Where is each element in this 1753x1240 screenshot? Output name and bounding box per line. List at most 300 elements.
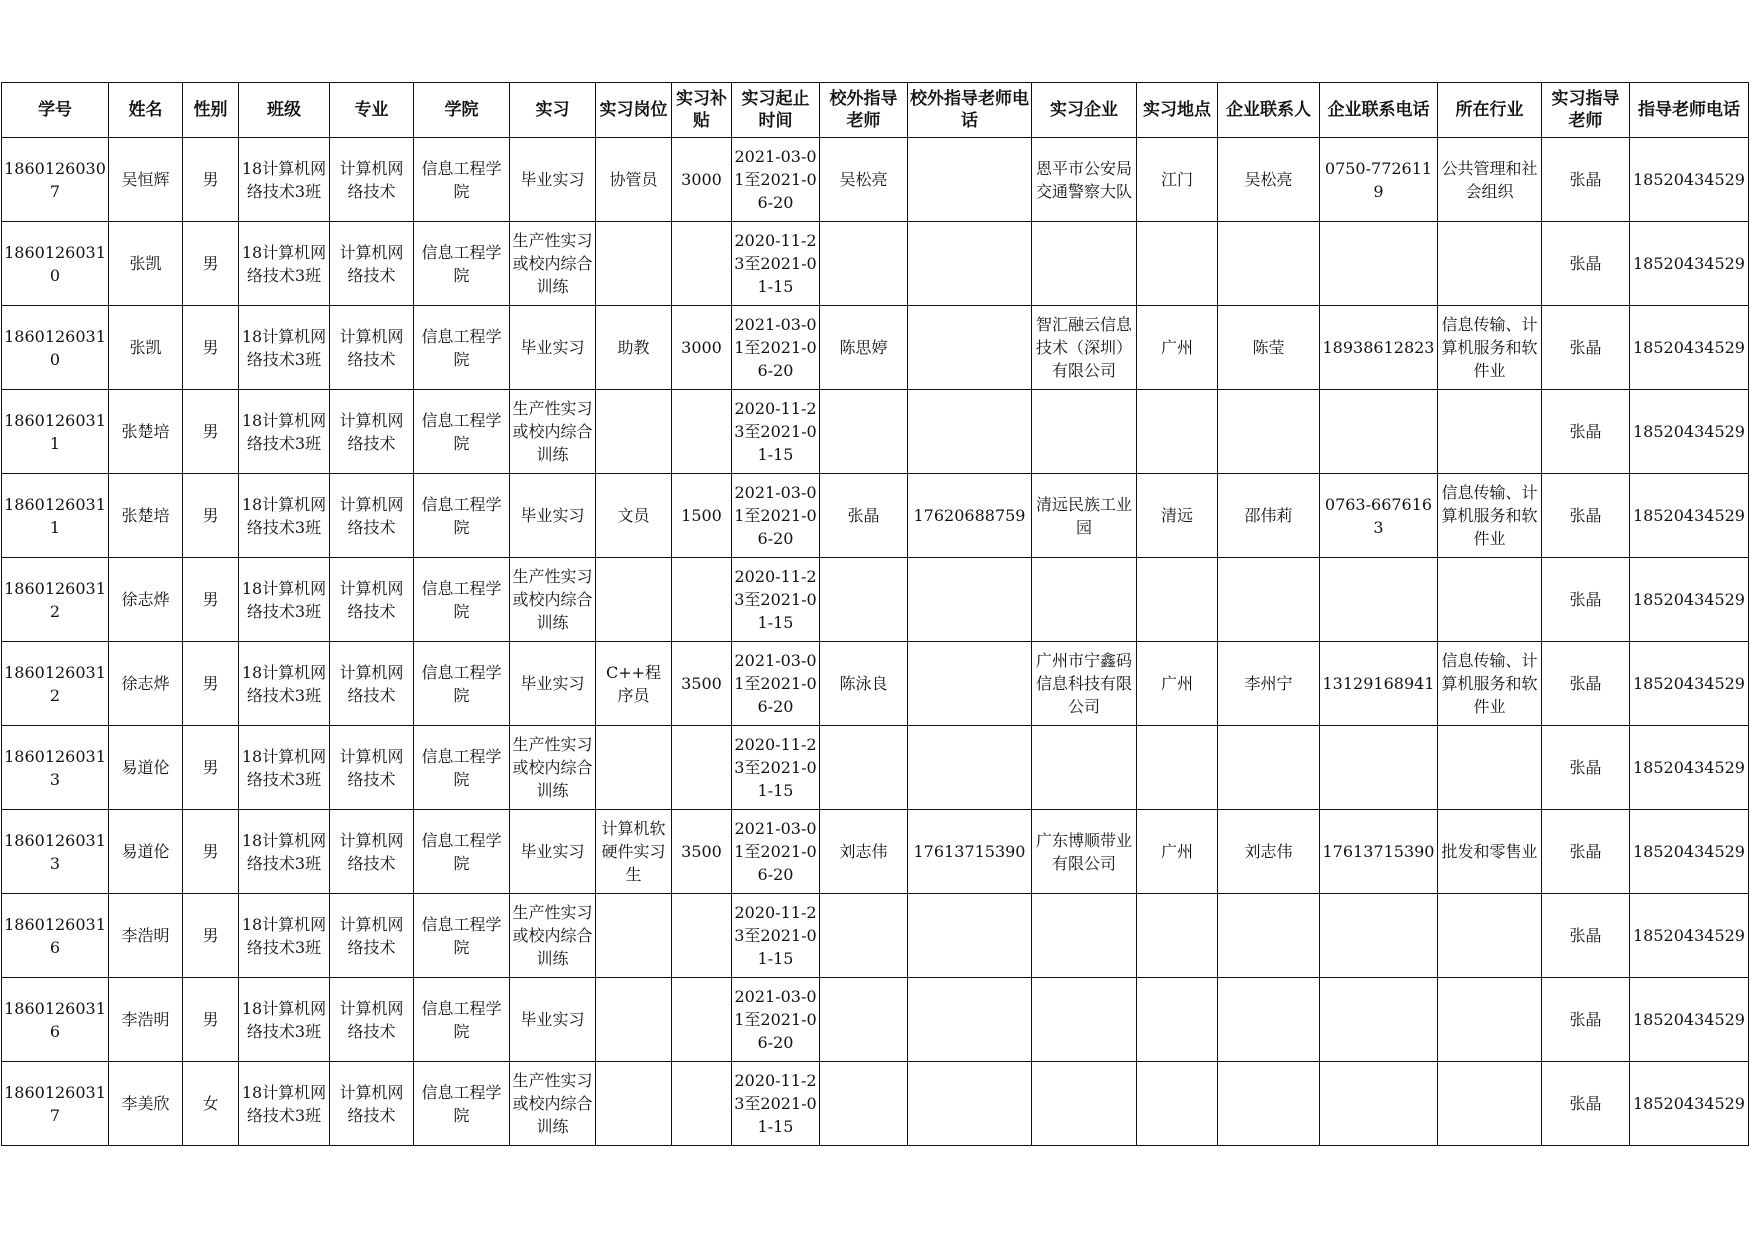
- cell-text: 男: [202, 338, 219, 357]
- cell-text: 18520434529: [1633, 506, 1745, 525]
- cell-text: 张晶: [847, 506, 880, 525]
- table-cell: [820, 558, 908, 642]
- table-cell: [109, 978, 183, 1062]
- table-row: [2, 642, 1749, 726]
- table-cell: [1630, 1062, 1749, 1146]
- table-cell: [1630, 474, 1749, 558]
- cell-text: 毕业实习: [520, 506, 585, 525]
- cell-text: 18520434529: [1633, 254, 1745, 273]
- cell-text: 3500: [681, 842, 722, 861]
- table-row: [2, 390, 1749, 474]
- table-cell: [1438, 810, 1542, 894]
- table-cell: [414, 642, 510, 726]
- cell-text: 3000: [681, 170, 722, 189]
- cell-text: 2021-03-01至2021-06-20: [734, 819, 817, 884]
- cell-text: 张凯: [129, 338, 162, 357]
- table-cell: [732, 474, 820, 558]
- table-cell: [239, 474, 330, 558]
- cell-text: 信息工程学院: [421, 914, 502, 957]
- cell-text: 18计算机网络技术3班: [241, 914, 327, 957]
- table-cell: [1542, 894, 1630, 978]
- cell-text: 张晶: [1569, 1094, 1602, 1113]
- cell-text: 18计算机网络技术3班: [241, 830, 327, 873]
- table-cell: [2, 390, 109, 474]
- cell-text: 计算机网络技术: [339, 662, 404, 705]
- cell-text: 18520434529: [1633, 674, 1745, 693]
- table-cell: [1320, 390, 1438, 474]
- table-cell: [1630, 894, 1749, 978]
- table-cell: [1542, 558, 1630, 642]
- cell-text: 2020-11-23至2021-01-15: [734, 903, 817, 968]
- table-cell: [732, 978, 820, 1062]
- cell-text: 计算机网络技术: [339, 746, 404, 789]
- table-cell: [109, 222, 183, 306]
- cell-text: 陈思婷: [839, 338, 888, 357]
- table-cell: [732, 1062, 820, 1146]
- table-cell: [2, 474, 109, 558]
- cell-text: 易道伦: [121, 842, 170, 861]
- cell-text: 0763-6676163: [1324, 494, 1433, 537]
- cell-text: 张凯: [129, 254, 162, 273]
- cell-text: 男: [202, 506, 219, 525]
- table-cell: [1032, 138, 1137, 222]
- cell-text: 张晶: [1569, 506, 1602, 525]
- table-cell: [1218, 138, 1320, 222]
- table-row: [2, 978, 1749, 1062]
- table-row: [2, 1062, 1749, 1146]
- table-cell: [510, 1062, 596, 1146]
- cell-text: 张晶: [1569, 758, 1602, 777]
- cell-text: 计算机网络技术: [339, 410, 404, 453]
- table-cell: [1320, 222, 1438, 306]
- table-cell: [596, 138, 672, 222]
- table-cell: [2, 222, 109, 306]
- table-cell: [732, 726, 820, 810]
- table-cell: [239, 222, 330, 306]
- cell-text: 18601260310: [4, 326, 106, 369]
- table-cell: [330, 222, 414, 306]
- table-cell: [414, 138, 510, 222]
- cell-text: 助教: [617, 338, 650, 357]
- cell-text: 信息工程学院: [421, 746, 502, 789]
- cell-text: 18计算机网络技术3班: [241, 158, 327, 201]
- table-cell: [330, 810, 414, 894]
- table-cell: [596, 810, 672, 894]
- table-cell: [510, 390, 596, 474]
- table-cell: [1320, 642, 1438, 726]
- cell-text: 男: [202, 842, 219, 861]
- cell-text: 18938612823: [1322, 338, 1435, 357]
- column-header: 实习指导老师: [1542, 83, 1630, 138]
- cell-text: 文员: [617, 506, 650, 525]
- cell-text: 18520434529: [1633, 338, 1745, 357]
- table-cell: [1630, 558, 1749, 642]
- table-cell: [1438, 1062, 1542, 1146]
- table-cell: [596, 306, 672, 390]
- table-cell: [183, 894, 239, 978]
- table-cell: [1218, 222, 1320, 306]
- table-row: [2, 474, 1749, 558]
- table-cell: [672, 474, 732, 558]
- cell-text: 计算机网络技术: [339, 242, 404, 285]
- cell-text: 毕业实习: [520, 1010, 585, 1029]
- cell-text: 18计算机网络技术3班: [241, 494, 327, 537]
- column-header: 专业: [330, 83, 414, 138]
- table-cell: [239, 810, 330, 894]
- cell-text: 18520434529: [1633, 842, 1745, 861]
- cell-text: 张晶: [1569, 842, 1602, 861]
- cell-text: 3500: [681, 674, 722, 693]
- table-cell: [183, 222, 239, 306]
- table-cell: [109, 726, 183, 810]
- table-cell: [672, 642, 732, 726]
- cell-text: 男: [202, 674, 219, 693]
- table-cell: [1630, 138, 1749, 222]
- table-cell: [510, 474, 596, 558]
- cell-text: 信息工程学院: [421, 242, 502, 285]
- cell-text: 清远: [1160, 506, 1193, 525]
- column-header: 实习补贴: [672, 83, 732, 138]
- table-cell: [510, 306, 596, 390]
- table-cell: [820, 642, 908, 726]
- table-cell: [1137, 222, 1218, 306]
- table-cell: [1438, 222, 1542, 306]
- cell-text: 邵伟莉: [1244, 506, 1293, 525]
- table-cell: [1438, 390, 1542, 474]
- cell-text: 信息工程学院: [421, 998, 502, 1041]
- table-cell: [183, 978, 239, 1062]
- cell-text: 清远民族工业园: [1035, 494, 1132, 537]
- cell-text: 18520434529: [1633, 422, 1745, 441]
- table-cell: [1438, 894, 1542, 978]
- cell-text: 男: [202, 758, 219, 777]
- cell-text: 18520434529: [1633, 758, 1745, 777]
- table-cell: [596, 642, 672, 726]
- table-cell: [1137, 474, 1218, 558]
- table-cell: [109, 390, 183, 474]
- cell-text: 广州: [1160, 674, 1193, 693]
- column-header: 实习起止时间: [732, 83, 820, 138]
- table-cell: [239, 978, 330, 1062]
- table-cell: [672, 558, 732, 642]
- table-cell: [672, 1062, 732, 1146]
- table-cell: [330, 726, 414, 810]
- cell-text: 计算机网络技术: [339, 1082, 404, 1125]
- table-cell: [2, 558, 109, 642]
- cell-text: C++程序员: [605, 662, 662, 705]
- column-header: 实习企业: [1032, 83, 1137, 138]
- cell-text: 协管员: [609, 170, 658, 189]
- table-cell: [183, 1062, 239, 1146]
- table-cell: [908, 558, 1032, 642]
- table-cell: [414, 894, 510, 978]
- table-cell: [2, 894, 109, 978]
- table-cell: [908, 894, 1032, 978]
- table-cell: [330, 138, 414, 222]
- table-cell: [596, 726, 672, 810]
- table-cell: [1137, 138, 1218, 222]
- table-cell: [1438, 306, 1542, 390]
- table-row: [2, 222, 1749, 306]
- cell-text: 计算机网络技术: [339, 830, 404, 873]
- table-cell: [109, 810, 183, 894]
- cell-text: 吴恒辉: [121, 170, 170, 189]
- cell-text: 刘志伟: [839, 842, 888, 861]
- table-cell: [1438, 978, 1542, 1062]
- cell-text: 广州: [1160, 842, 1193, 861]
- cell-text: 信息工程学院: [421, 158, 502, 201]
- table-cell: [820, 222, 908, 306]
- table-cell: [1218, 726, 1320, 810]
- table-cell: [1032, 810, 1137, 894]
- table-cell: [330, 642, 414, 726]
- cell-text: 18520434529: [1633, 1010, 1745, 1029]
- cell-text: 18计算机网络技术3班: [241, 662, 327, 705]
- table-cell: [908, 810, 1032, 894]
- cell-text: 吴松亮: [1244, 170, 1293, 189]
- table-cell: [239, 642, 330, 726]
- table-cell: [1438, 138, 1542, 222]
- cell-text: 李州宁: [1244, 674, 1293, 693]
- table-cell: [1542, 138, 1630, 222]
- table-cell: [2, 978, 109, 1062]
- cell-text: 2021-03-01至2021-06-20: [734, 651, 817, 716]
- cell-text: 2020-11-23至2021-01-15: [734, 735, 817, 800]
- cell-text: 男: [202, 422, 219, 441]
- cell-text: 2021-03-01至2021-06-20: [734, 147, 817, 212]
- table-cell: [1630, 390, 1749, 474]
- table-cell: [1630, 642, 1749, 726]
- table-cell: [510, 222, 596, 306]
- table-cell: [672, 726, 732, 810]
- cell-text: 张晶: [1569, 674, 1602, 693]
- cell-text: 18601260310: [4, 242, 106, 285]
- cell-text: 18601260307: [4, 158, 106, 201]
- table-row: [2, 810, 1749, 894]
- cell-text: 18计算机网络技术3班: [241, 578, 327, 621]
- cell-text: 2020-11-23至2021-01-15: [734, 399, 817, 464]
- table-cell: [109, 642, 183, 726]
- column-header: 指导老师电话: [1630, 83, 1749, 138]
- table-cell: [672, 810, 732, 894]
- table-cell: [1137, 558, 1218, 642]
- table-cell: [908, 1062, 1032, 1146]
- table-cell: [820, 390, 908, 474]
- table-cell: [510, 810, 596, 894]
- cell-text: 计算机网络技术: [339, 326, 404, 369]
- table-cell: [908, 306, 1032, 390]
- table-cell: [820, 474, 908, 558]
- cell-text: 信息工程学院: [421, 830, 502, 873]
- table-cell: [1032, 642, 1137, 726]
- table-cell: [510, 138, 596, 222]
- cell-text: 生产性实习或校内综合训练: [512, 1071, 593, 1136]
- cell-text: 18计算机网络技术3班: [241, 998, 327, 1041]
- table-cell: [414, 222, 510, 306]
- cell-text: 信息工程学院: [421, 326, 502, 369]
- cell-text: 生产性实习或校内综合训练: [512, 567, 593, 632]
- table-cell: [414, 474, 510, 558]
- table-cell: [1320, 306, 1438, 390]
- table-cell: [1542, 474, 1630, 558]
- cell-text: 恩平市公安局交通警察大队: [1035, 158, 1132, 201]
- table-cell: [820, 1062, 908, 1146]
- table-cell: [330, 1062, 414, 1146]
- table-cell: [732, 306, 820, 390]
- cell-text: 计算机软硬件实习生: [601, 819, 666, 884]
- cell-text: 13129168941: [1322, 674, 1435, 693]
- cell-text: 18601260313: [4, 746, 106, 789]
- cell-text: 毕业实习: [520, 170, 585, 189]
- cell-text: 广州市宁鑫码信息科技有限公司: [1035, 651, 1132, 716]
- table-cell: [510, 894, 596, 978]
- cell-text: 18计算机网络技术3班: [241, 242, 327, 285]
- cell-text: 18601260312: [4, 662, 106, 705]
- cell-text: 女: [202, 1094, 219, 1113]
- cell-text: 张楚培: [121, 506, 170, 525]
- cell-text: 张楚培: [121, 422, 170, 441]
- cell-text: 男: [202, 170, 219, 189]
- header-row: [2, 83, 1749, 138]
- table-cell: [1032, 474, 1137, 558]
- table-row: [2, 138, 1749, 222]
- cell-text: 18601260316: [4, 998, 106, 1041]
- table-cell: [2, 1062, 109, 1146]
- table-cell: [1137, 726, 1218, 810]
- table-cell: [596, 894, 672, 978]
- table-cell: [414, 390, 510, 474]
- column-header: 实习岗位: [596, 83, 672, 138]
- cell-text: 广东博顺带业有限公司: [1035, 830, 1132, 873]
- cell-text: 18计算机网络技术3班: [241, 410, 327, 453]
- table-cell: [183, 306, 239, 390]
- cell-text: 18计算机网络技术3班: [241, 326, 327, 369]
- table-cell: [330, 558, 414, 642]
- cell-text: 2020-11-23至2021-01-15: [734, 1071, 817, 1136]
- table-cell: [1320, 1062, 1438, 1146]
- cell-text: 生产性实习或校内综合训练: [512, 735, 593, 800]
- table-body: [2, 138, 1749, 1146]
- table-cell: [2, 138, 109, 222]
- table-cell: [1630, 222, 1749, 306]
- cell-text: 吴松亮: [839, 170, 888, 189]
- cell-text: 18601260311: [4, 410, 106, 453]
- cell-text: 江门: [1160, 170, 1193, 189]
- cell-text: 计算机网络技术: [339, 494, 404, 537]
- table-cell: [820, 810, 908, 894]
- column-header: 企业联系人: [1218, 83, 1320, 138]
- table-cell: [1542, 642, 1630, 726]
- cell-text: 信息工程学院: [421, 410, 502, 453]
- cell-text: 李浩明: [121, 926, 170, 945]
- table-cell: [1630, 978, 1749, 1062]
- table-cell: [1218, 642, 1320, 726]
- table-row: [2, 726, 1749, 810]
- cell-text: 18601260311: [4, 494, 106, 537]
- cell-text: 计算机网络技术: [339, 158, 404, 201]
- table-cell: [2, 306, 109, 390]
- table-cell: [183, 138, 239, 222]
- cell-text: 18计算机网络技术3班: [241, 1082, 327, 1125]
- column-header: 学号: [2, 83, 109, 138]
- table-cell: [2, 642, 109, 726]
- column-header: 学院: [414, 83, 510, 138]
- table-cell: [820, 894, 908, 978]
- table-cell: [414, 558, 510, 642]
- table-cell: [414, 810, 510, 894]
- cell-text: 18520434529: [1633, 926, 1745, 945]
- table-row: [2, 558, 1749, 642]
- table-cell: [1137, 390, 1218, 474]
- table-cell: [109, 894, 183, 978]
- cell-text: 张晶: [1569, 590, 1602, 609]
- table-cell: [908, 222, 1032, 306]
- cell-text: 信息传输、计算机服务和软件业: [1441, 483, 1538, 548]
- table-cell: [1542, 810, 1630, 894]
- table-cell: [183, 558, 239, 642]
- cell-text: 男: [202, 926, 219, 945]
- cell-text: 智汇融云信息技术（深圳）有限公司: [1035, 315, 1132, 380]
- cell-text: 信息工程学院: [421, 578, 502, 621]
- table-cell: [1137, 894, 1218, 978]
- table-cell: [1218, 390, 1320, 474]
- table-cell: [1542, 726, 1630, 810]
- table-cell: [732, 222, 820, 306]
- cell-text: 张晶: [1569, 1010, 1602, 1029]
- table-cell: [732, 390, 820, 474]
- table-cell: [1032, 558, 1137, 642]
- table-cell: [1137, 1062, 1218, 1146]
- cell-text: 18601260313: [4, 830, 106, 873]
- table-cell: [1137, 810, 1218, 894]
- column-header: 校外指导老师: [820, 83, 908, 138]
- table-cell: [732, 894, 820, 978]
- table-cell: [510, 726, 596, 810]
- table-cell: [596, 390, 672, 474]
- table-cell: [1218, 894, 1320, 978]
- cell-text: 0750-7726119: [1324, 158, 1433, 201]
- cell-text: 生产性实习或校内综合训练: [512, 231, 593, 296]
- table-cell: [732, 642, 820, 726]
- table-cell: [1320, 810, 1438, 894]
- cell-text: 刘志伟: [1244, 842, 1293, 861]
- column-header: 实习: [510, 83, 596, 138]
- table-cell: [1320, 726, 1438, 810]
- table-cell: [239, 1062, 330, 1146]
- table-cell: [820, 306, 908, 390]
- table-cell: [596, 1062, 672, 1146]
- cell-text: 1500: [681, 506, 722, 525]
- table-cell: [1218, 474, 1320, 558]
- cell-text: 男: [202, 254, 219, 273]
- table-cell: [414, 306, 510, 390]
- table-cell: [672, 222, 732, 306]
- cell-text: 毕业实习: [520, 842, 585, 861]
- column-header: 企业联系电话: [1320, 83, 1438, 138]
- table-cell: [239, 894, 330, 978]
- table-cell: [1032, 894, 1137, 978]
- table-cell: [1438, 726, 1542, 810]
- table-cell: [414, 726, 510, 810]
- cell-text: 张晶: [1569, 254, 1602, 273]
- table-cell: [1218, 978, 1320, 1062]
- table-cell: [672, 138, 732, 222]
- table-cell: [1137, 978, 1218, 1062]
- cell-text: 2020-11-23至2021-01-15: [734, 231, 817, 296]
- table-cell: [239, 558, 330, 642]
- table-cell: [109, 306, 183, 390]
- cell-text: 徐志烨: [121, 590, 170, 609]
